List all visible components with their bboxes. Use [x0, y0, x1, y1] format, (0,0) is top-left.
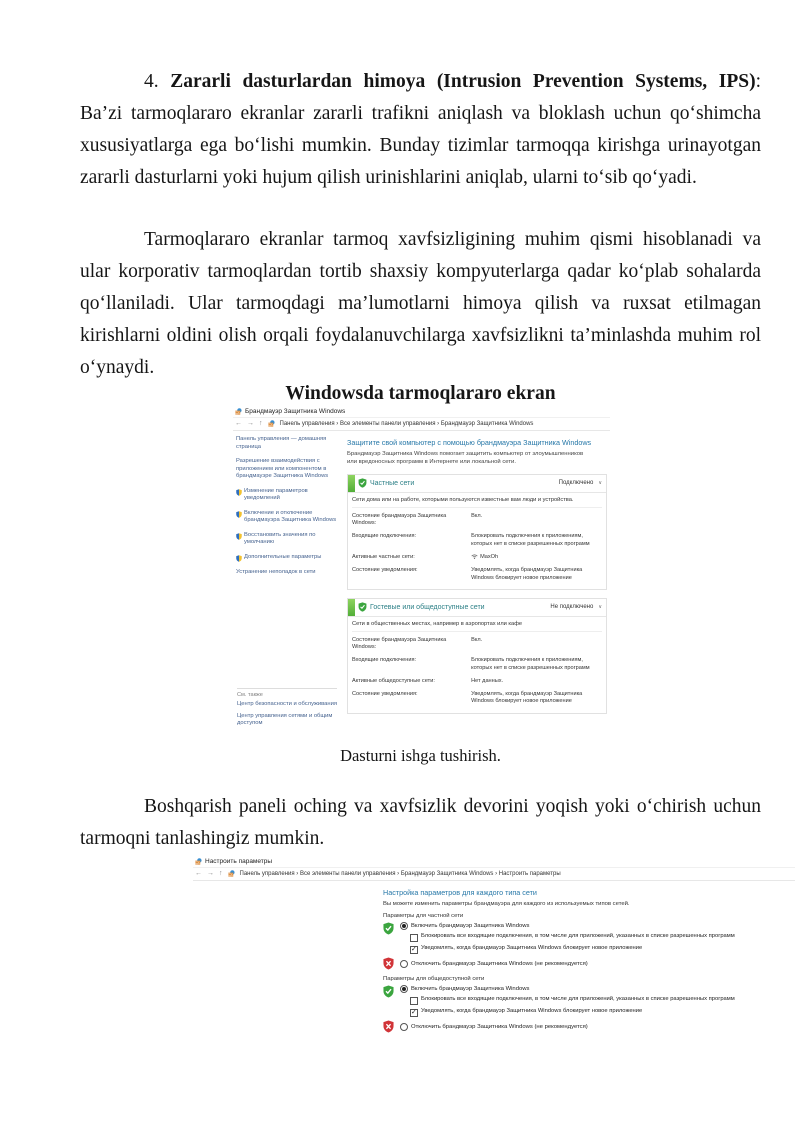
radio-unselected-icon[interactable]: [400, 960, 408, 968]
public-disable-block: [383, 1020, 795, 1033]
firewall-icon-small: [228, 870, 235, 877]
paragraph-ips-rest: : Ba’zi tarmoqlararo ekranlar zararli trafikni aniqlash va bloklash uchun qoʻshimcha xususiyatlarga ega boʻlishi mumkin. Bunday tizimlar tarmoqqa kirishga urinayotgan zararli dasturlarni yoki hujum qilish urinishlarini aniqlab, ularni toʻsib qoʻyadi.: [80, 71, 762, 188]
sidebar-item-home[interactable]: Панель управления — домашняя страница: [236, 436, 327, 450]
firewall-page-intro: Брандмауэр Защитника Windows помогает защитить компьютер от злоумышленников или вредоносных программ в Интернете или локальной сети.: [347, 451, 584, 465]
private-notify-option[interactable]: ✓ Уведомлять, когда брандмауэр Защитника Windows блокирует новое приложение: [410, 945, 790, 954]
paragraph-control-panel: Boshqarish paneli oching va xavfsizlik devorini yoqish yoki oʻchirish uchun tarmoqni tanlashingiz mumkin.: [80, 796, 761, 849]
public-block-all-option[interactable]: Блокировать все входящие подключения, в том числе для приложений, указанных в списке разрешенных программ: [410, 996, 790, 1005]
detail-row-active-networks: Активные общедоступные сети: Нет данных.: [352, 677, 504, 684]
settings-window-title: Настроить параметры: [205, 858, 273, 865]
detail-row-notification: Состояние уведомления: Уведомлять, когда брандмауэр Защитника Windows блокирует новое приложение: [352, 691, 583, 705]
radio-selected-icon[interactable]: [400, 985, 408, 993]
private-settings-label: Параметры для частной сети: [383, 913, 464, 919]
sidebar-item-restore-defaults[interactable]: Восстановить значения по умолчанию: [236, 532, 340, 547]
checkbox-unchecked-icon[interactable]: [410, 934, 418, 942]
paragraph-ips-number: 4.: [144, 71, 171, 92]
private-disable-option[interactable]: Отключить брандмауэр Защитника Windows (не рекомендуется): [400, 957, 588, 970]
shield-check-icon: [383, 985, 394, 998]
see-also-link-network-center[interactable]: Центр управления сетями и общим доступом: [237, 712, 333, 727]
private-networks-description: Сети дома или на работе, которыми пользуются известные вам люди и устройства.: [352, 497, 602, 508]
shield-check-icon: [358, 478, 367, 488]
paragraph-firewall-role: Tarmoqlararo ekranlar tarmoq xavfsizligining muhim qismi hisoblanadi va ular korporativ tarmoqlardan tortib shaxsiy kompyuterlarga qadar koʻplab sohalarda qoʻllaniladi. Ular tarmoqdagi ma’lumotlarni himoya qilish va ruxsat etilmagan kirishlarni oldini olish orqali foydalanuvchilarga xavfsizlikni ta’minlashda muhim rol oʻynaydi.: [80, 229, 761, 378]
public-networks-header[interactable]: [348, 599, 606, 616]
firewall-main-panel: [340, 436, 610, 722]
shield-x-icon: [383, 1020, 394, 1033]
breadcrumb[interactable]: Панель управления › Все элементы панели управления › Брандмауэр Защитника Windows › Настроить параметры: [239, 870, 561, 877]
shield-x-icon: [383, 957, 394, 970]
chevron-icon[interactable]: ∨: [598, 604, 602, 611]
uac-shield-icon: [236, 533, 242, 540]
public-disable-option[interactable]: Отключить брандмауэр Защитника Windows (не рекомендуется): [400, 1020, 588, 1033]
private-disable-block: [383, 957, 795, 970]
checkbox-checked-icon[interactable]: [410, 1009, 418, 1017]
detail-row-notification: Состояние уведомления: Уведомлять, когда брандмауэр Защитника Windows блокирует новое приложение: [352, 567, 583, 581]
sidebar-item-troubleshoot[interactable]: Устранение неполадок в сети: [236, 568, 316, 575]
detail-row-inbound: Входящие подключения: Блокировать подключения к приложениям, которых нет в списке разрешенных программ: [352, 533, 590, 547]
firewall-page-title: Защитите свой компьютер с помощью брандмауэра Защитника Windows: [347, 438, 592, 447]
up-icon[interactable]: ↑: [219, 870, 223, 877]
see-also-block: [237, 688, 337, 732]
see-also-label: См. также: [237, 688, 337, 698]
uac-shield-icon: [236, 555, 242, 562]
shield-check-icon: [358, 602, 367, 612]
private-networks-header[interactable]: [348, 475, 606, 492]
wifi-icon: [471, 554, 478, 559]
public-settings-label: Параметры для общедоступной сети: [383, 976, 485, 982]
radio-unselected-icon[interactable]: [400, 1023, 408, 1031]
settings-page-title: Настройка параметров для каждого типа сети: [383, 888, 537, 897]
detail-row-state: Состояние брандмауэра Защитника Windows: Вкл.: [352, 636, 483, 651]
firewall-window-navbar: [233, 417, 610, 431]
uac-shield-icon: [236, 511, 242, 518]
public-networks-title: Гостевые или общедоступные сети: [370, 603, 485, 611]
public-enable-option[interactable]: Включить брандмауэр Защитника Windows: [400, 985, 790, 993]
back-icon[interactable]: ←: [235, 420, 242, 427]
green-status-bar: [348, 475, 355, 492]
paragraph-ips-bold: Zararli dasturlardan himoya (Intrusion Prevention Systems, IPS): [170, 71, 756, 92]
forward-icon[interactable]: →: [207, 870, 214, 877]
sidebar-item-allow-app[interactable]: Разрешение взаимодействия с приложением или компонентом в брандмауэре Защитника Windows: [236, 458, 329, 480]
settings-window-navbar: [193, 867, 795, 881]
detail-row-active-networks: Активные частные сети: MaxOh: [352, 554, 499, 560]
see-also-link-security-center[interactable]: Центр безопасности и обслуживания: [237, 701, 337, 707]
private-networks-card: [347, 474, 607, 590]
firewall-window-title: Брандмауэр Защитника Windows: [245, 408, 346, 415]
settings-page-intro: Вы можете изменить параметры брандмауэра для каждого из используемых типов сетей.: [383, 901, 630, 907]
paragraph-ips: [80, 66, 761, 194]
firewall-icon: [235, 408, 242, 415]
firewall-window-titlebar: [233, 407, 610, 417]
uac-shield-icon: [236, 489, 242, 496]
public-networks-status: Не подключено: [550, 604, 594, 611]
screenshot-caption: Dasturni ishga tushirish.: [340, 746, 501, 765]
breadcrumb[interactable]: Панель управления › Все элементы панели управления › Брандмауэр Защитника Windows: [279, 420, 534, 427]
shield-check-icon: [383, 922, 394, 935]
customize-settings-screenshot: [193, 857, 795, 1069]
chevron-icon[interactable]: ∨: [598, 480, 602, 487]
sidebar-item-advanced[interactable]: Дополнительные параметры: [236, 554, 340, 562]
detail-row-inbound: Входящие подключения: Блокировать подключения к приложениям, которых нет в списке разрешенных программ: [352, 657, 590, 671]
forward-icon[interactable]: →: [247, 420, 254, 427]
settings-window-titlebar: [193, 857, 795, 867]
private-networks-status: Подключено: [558, 480, 594, 487]
firewall-sidebar: [233, 436, 340, 722]
firewall-icon-small: [268, 420, 275, 427]
detail-row-state: Состояние брандмауэра Защитника Windows: Вкл.: [352, 512, 483, 527]
checkbox-checked-icon[interactable]: [410, 946, 418, 954]
checkbox-unchecked-icon[interactable]: [410, 997, 418, 1005]
up-icon[interactable]: ↑: [259, 420, 263, 427]
public-networks-description: Сети в общественных местах, например в аэропортах или кафе: [352, 621, 602, 632]
private-enable-option[interactable]: Включить брандмауэр Защитника Windows: [400, 922, 790, 930]
firewall-window-screenshot: [233, 407, 610, 745]
radio-selected-icon[interactable]: [400, 922, 408, 930]
private-networks-title: Частные сети: [370, 479, 415, 487]
firewall-icon: [195, 858, 202, 865]
public-notify-option[interactable]: ✓ Уведомлять, когда брандмауэр Защитника Windows блокирует новое приложение: [410, 1008, 790, 1017]
private-block-all-option[interactable]: Блокировать все входящие подключения, в том числе для приложений, указанных в списке разрешенных программ: [410, 933, 790, 942]
public-enable-block: [383, 985, 795, 1017]
sidebar-item-notifications[interactable]: Изменение параметров уведомлений: [236, 488, 340, 503]
green-status-bar: [348, 599, 355, 616]
settings-content: [193, 881, 795, 1033]
public-networks-card: [347, 598, 607, 714]
sidebar-item-turn-on-off[interactable]: Включение и отключение брандмауэра Защитника Windows: [236, 510, 340, 525]
section-heading: Windowsda tarmoqlararo ekran: [285, 383, 556, 404]
private-enable-block: [383, 922, 795, 954]
back-icon[interactable]: ←: [195, 870, 202, 877]
